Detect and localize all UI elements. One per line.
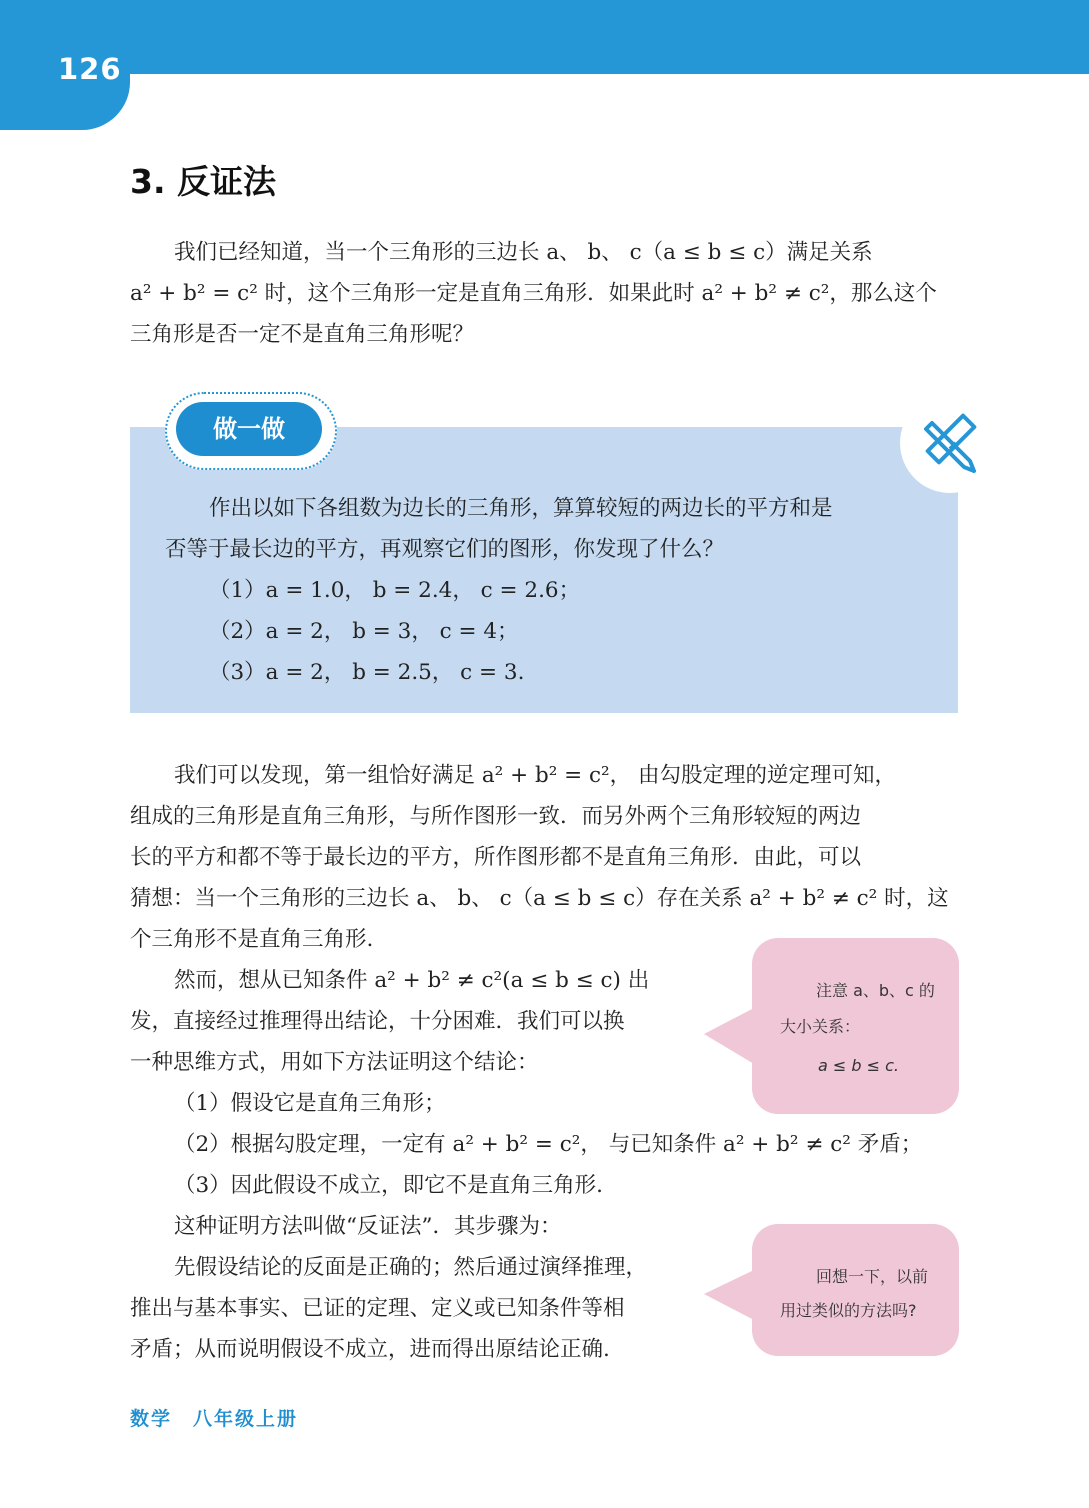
top-banner <box>0 0 1089 74</box>
step-1: （1）假设它是直角三角形； <box>174 1091 446 1116</box>
note1-line-1: 注意 a、b、c 的 <box>816 981 935 1000</box>
however-line-3: 一种思维方式，用如下方法证明这个结论： <box>130 1050 539 1075</box>
discussion-line-2: 组成的三角形是直角三角形，与所作图形一致．而另外两个三角形较短的两边 <box>130 804 862 829</box>
note-bubble-recall <box>752 1224 959 1356</box>
footer-book-title: 数学 八年级上册 <box>130 1408 299 1430</box>
intro-line-1: 我们已经知道，当一个三角形的三边长 a、 b、 c（a ≤ b ≤ c）满足关系 <box>174 240 873 265</box>
note2-line-2: 用过类似的方法吗? <box>780 1301 917 1320</box>
note1-line-3: a ≤ b ≤ c. <box>818 1056 899 1075</box>
section-title: 3. 反证法 <box>130 162 276 201</box>
step-3: （3）因此假设不成立，即它不是直角三角形. <box>174 1173 604 1198</box>
activity-item-1: （1）a = 1.0， b = 2.4， c = 2.6； <box>209 578 581 603</box>
pencil-ruler-icon <box>900 393 1000 493</box>
intro-paragraph <box>130 232 960 355</box>
discussion-line-4: 猜想：当一个三角形的三边长 a、 b、 c（a ≤ b ≤ c）存在关系 a² + b² ≠ c² 时，这 <box>130 886 949 911</box>
however-line-2: 发，直接经过推理得出结论，十分困难．我们可以换 <box>130 1009 625 1034</box>
definition-line-1: 这种证明方法叫做“反证法”．其步骤为： <box>174 1214 562 1239</box>
note-bubble-order <box>752 938 959 1114</box>
discussion-line-5: 个三角形不是直角三角形. <box>130 927 374 952</box>
activity-text <box>165 488 945 693</box>
note2-line-1: 回想一下，以前 <box>816 1267 929 1286</box>
discussion-line-1: 我们可以发现，第一组恰好满足 a² + b² = c²， 由勾股定理的逆定理可知， <box>174 763 897 788</box>
activity-item-3: （3）a = 2， b = 2.5， c = 3. <box>209 660 525 685</box>
page-number: 126 <box>58 52 122 86</box>
intro-line-2: a² + b² = c² 时，这个三角形一定是直角三角形．如果此时 a² + b² ≠ c²，那么这个 <box>130 281 937 306</box>
discussion-line-3: 长的平方和都不等于最长边的平方，所作图形都不是直角三角形．由此，可以 <box>130 845 862 870</box>
step-2: （2）根据勾股定理，一定有 a² + b² = c²， 与已知条件 a² + b² ≠ c² 矛盾； <box>174 1132 923 1157</box>
activity-line-1: 作出以如下各组数为边长的三角形，算算较短的两边长的平方和是 <box>209 496 833 521</box>
activity-corner <box>900 393 1000 493</box>
activity-line-2: 否等于最长边的平方，再观察它们的图形，你发现了什么？ <box>165 537 725 562</box>
activity-item-2: （2）a = 2， b = 3， c = 4； <box>209 619 519 644</box>
definition-line-3: 推出与基本事实、已证的定理、定义或已知条件等相 <box>130 1296 625 1321</box>
activity-badge: 做一做 <box>176 402 322 456</box>
definition-paragraph <box>130 1206 700 1370</box>
note1-line-2: 大小关系： <box>780 1017 861 1036</box>
definition-line-4: 矛盾；从而说明假设不成立，进而得出原结论正确. <box>130 1337 610 1362</box>
intro-line-3: 三角形是否一定不是直角三角形呢？ <box>130 322 475 347</box>
discussion-paragraph <box>130 755 960 960</box>
however-paragraph <box>130 960 700 1083</box>
definition-line-2: 先假设结论的反面是正确的；然后通过演绎推理， <box>174 1255 648 1280</box>
however-line-1: 然而，想从已知条件 a² + b² ≠ c²(a ≤ b ≤ c) 出 <box>174 968 650 993</box>
